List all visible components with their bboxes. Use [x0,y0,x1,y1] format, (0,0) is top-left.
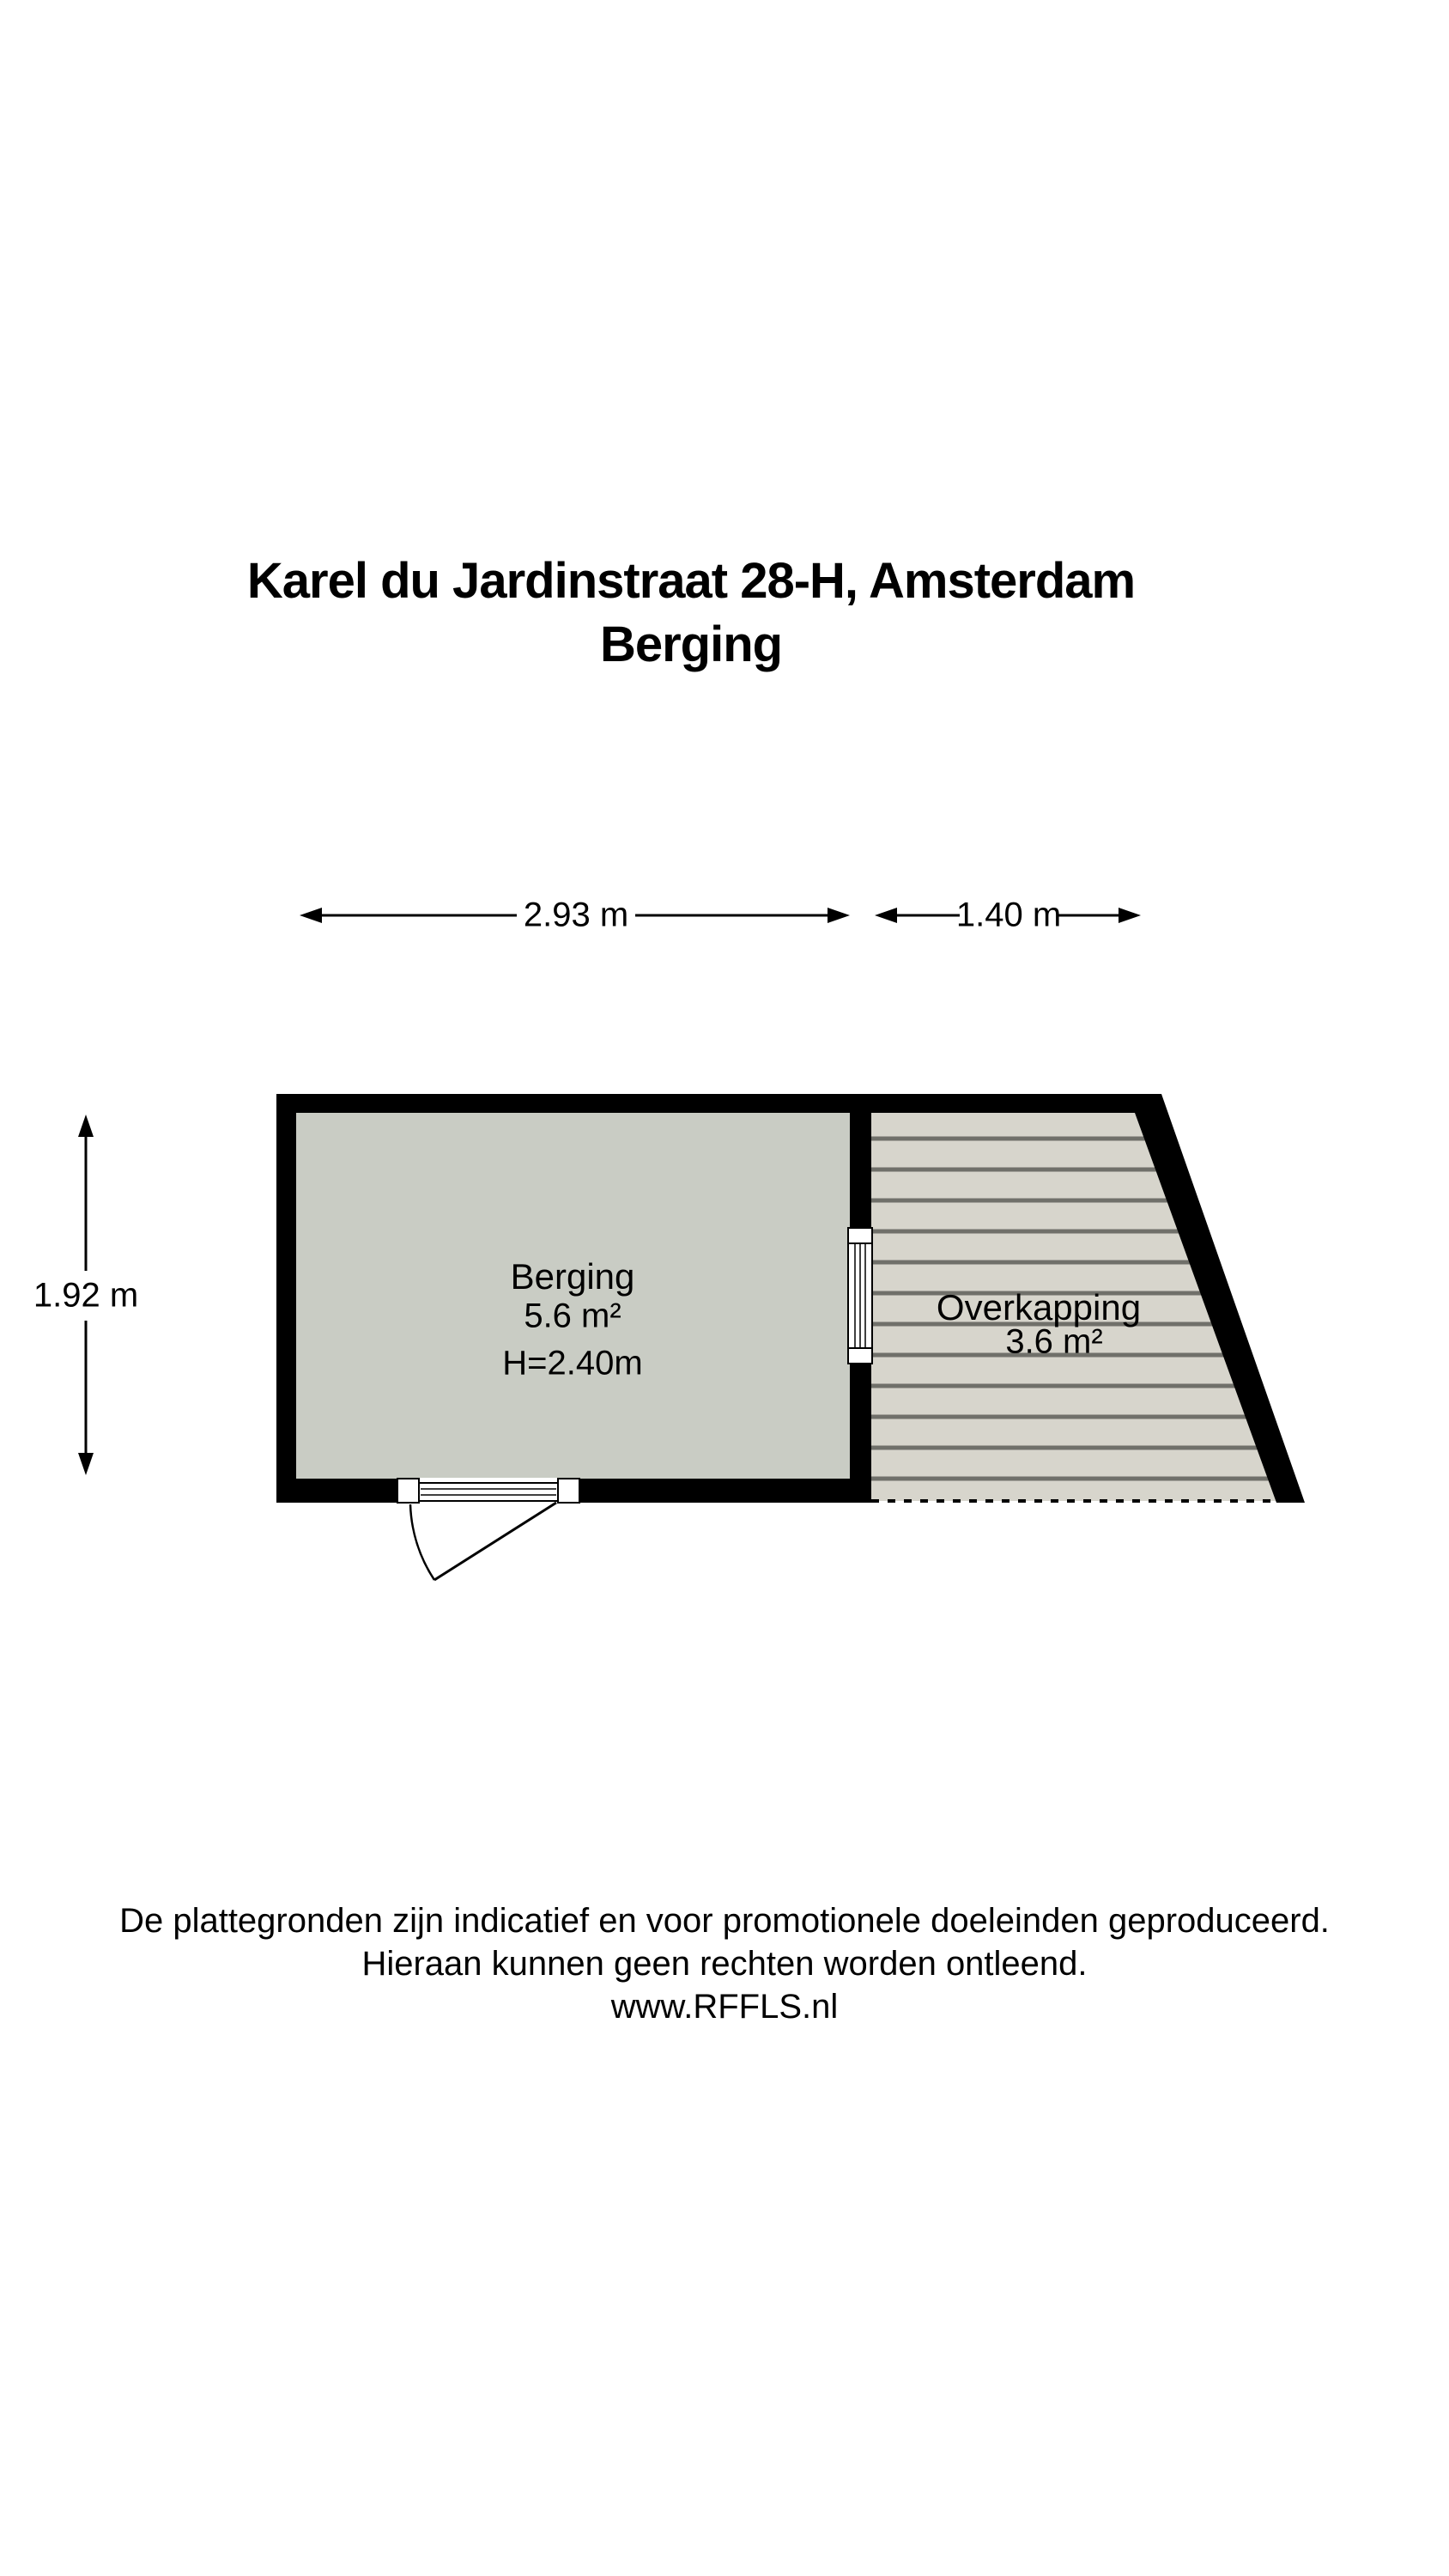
berging-room-label: Berging [510,1256,635,1297]
arrowhead-left-icon [300,908,322,923]
window [848,1228,872,1364]
disclaimer [0,1899,1449,2028]
wall-left [276,1094,296,1503]
door-jamb-right [558,1479,579,1503]
arrowhead-down-icon [78,1453,94,1475]
overkapping-room-area: 3.6 m² [1005,1322,1103,1361]
arrowhead-right-icon [828,908,850,923]
title-address: Karel du Jardinstraat 28-H, Amsterdam [246,553,1136,609]
dimension-label-berging-depth: 1.92 m [33,1276,139,1315]
arrowhead-up-icon [78,1115,94,1137]
berging-room-area: 5.6 m² [524,1297,621,1335]
arrowhead-left-icon [875,908,897,923]
title-floor: Berging [599,617,783,672]
door-jamb-left [397,1479,419,1503]
page-title [0,550,1382,677]
berging-ceiling-height: H=2.40m [502,1344,643,1382]
disclaimer-line2: Hieraan kunnen geen rechten worden ontleend. [361,1945,1088,1983]
overkapping-room-label: Overkapping [936,1287,1142,1327]
disclaimer-website: www.RFFLS.nl [610,1988,839,2026]
dimension-label-berging-width: 2.93 m [523,896,629,934]
door-leaf [434,1503,556,1580]
disclaimer-line1: De plattegronden zijn indicatief en voor promotionele doeleinden geproduceerd. [119,1902,1330,1940]
dimension-label-overkapping-width: 1.40 m [955,896,1062,934]
door-swing-arc [410,1504,434,1580]
arrowhead-right-icon [1119,908,1141,923]
door [397,1478,579,1580]
door-panel [419,1483,558,1501]
